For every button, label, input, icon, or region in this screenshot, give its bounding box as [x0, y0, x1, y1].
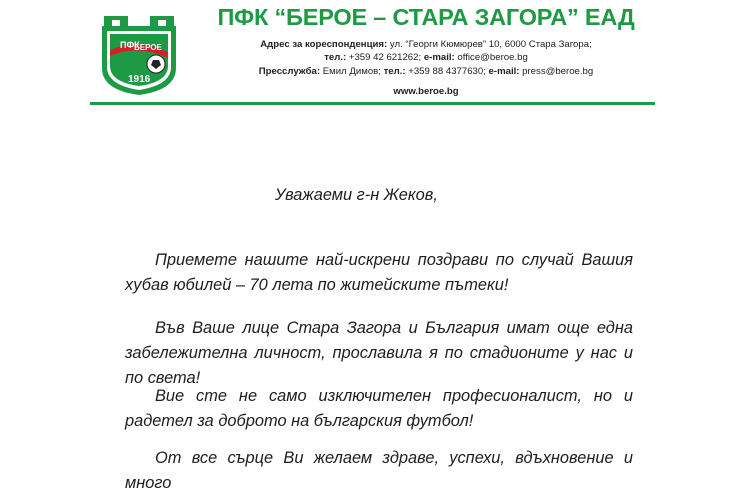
address-label: Адрес за кореспонденция: [260, 39, 388, 50]
company-title: ПФК “БЕРОЕ – СТАРА ЗАГОРА” ЕАД [217, 4, 635, 30]
letter-paragraph [125, 316, 633, 391]
press-email-value[interactable]: press@beroe.bg [519, 65, 594, 77]
paragraph-text: Във Ваше лице Стара Загора и България имат още една забележителна личност, прославила я по стадионите у нас и по света! [125, 319, 633, 387]
svg-text:1916: 1916 [128, 74, 151, 85]
letter-paragraph [125, 384, 633, 434]
email-label: e-mail: [423, 52, 455, 64]
paragraph-text: Вие сте не само изключителен професионалист, но и радетел за доброто на българския футбол! [125, 387, 633, 430]
phone-value: +359 42 621262; [346, 52, 424, 64]
letter-greeting: Уважаеми г-н Жеков, [275, 186, 438, 204]
address-row [196, 38, 656, 51]
email-value[interactable]: office@beroe.bg [454, 52, 528, 64]
paragraph-text: От все сърце Ви желаем здраве, успехи, вдъхновение и много [125, 449, 633, 492]
press-name: Емил Димов; [320, 65, 384, 77]
press-phone-value: +359 88 4377630; [405, 65, 489, 77]
phone-label: тел.: [324, 52, 347, 64]
press-email-label: e-mail: [488, 65, 520, 77]
header-divider [90, 102, 655, 105]
press-row [196, 65, 656, 78]
press-phone-label: тел.: [383, 65, 406, 77]
website-link[interactable]: www.beroe.bg [393, 86, 459, 97]
address-value: ул. “Георги Кюмюрев” 10, 6000 Стара Загора; [387, 39, 592, 50]
phone-row [196, 51, 656, 64]
paragraph-text: Приемете нашите най-искрени поздрави по случай Вашия хубав юбилей – 70 лета по житейските пътеки! [125, 251, 633, 294]
letter-paragraph [125, 446, 633, 496]
club-logo [98, 12, 180, 96]
svg-text:ПФК: ПФК [120, 40, 140, 50]
press-label: Пресслужба: [258, 65, 321, 77]
contact-block [196, 38, 656, 78]
svg-text:БЕРОЕ: БЕРОЕ [134, 43, 162, 52]
letter-paragraph [125, 248, 633, 298]
